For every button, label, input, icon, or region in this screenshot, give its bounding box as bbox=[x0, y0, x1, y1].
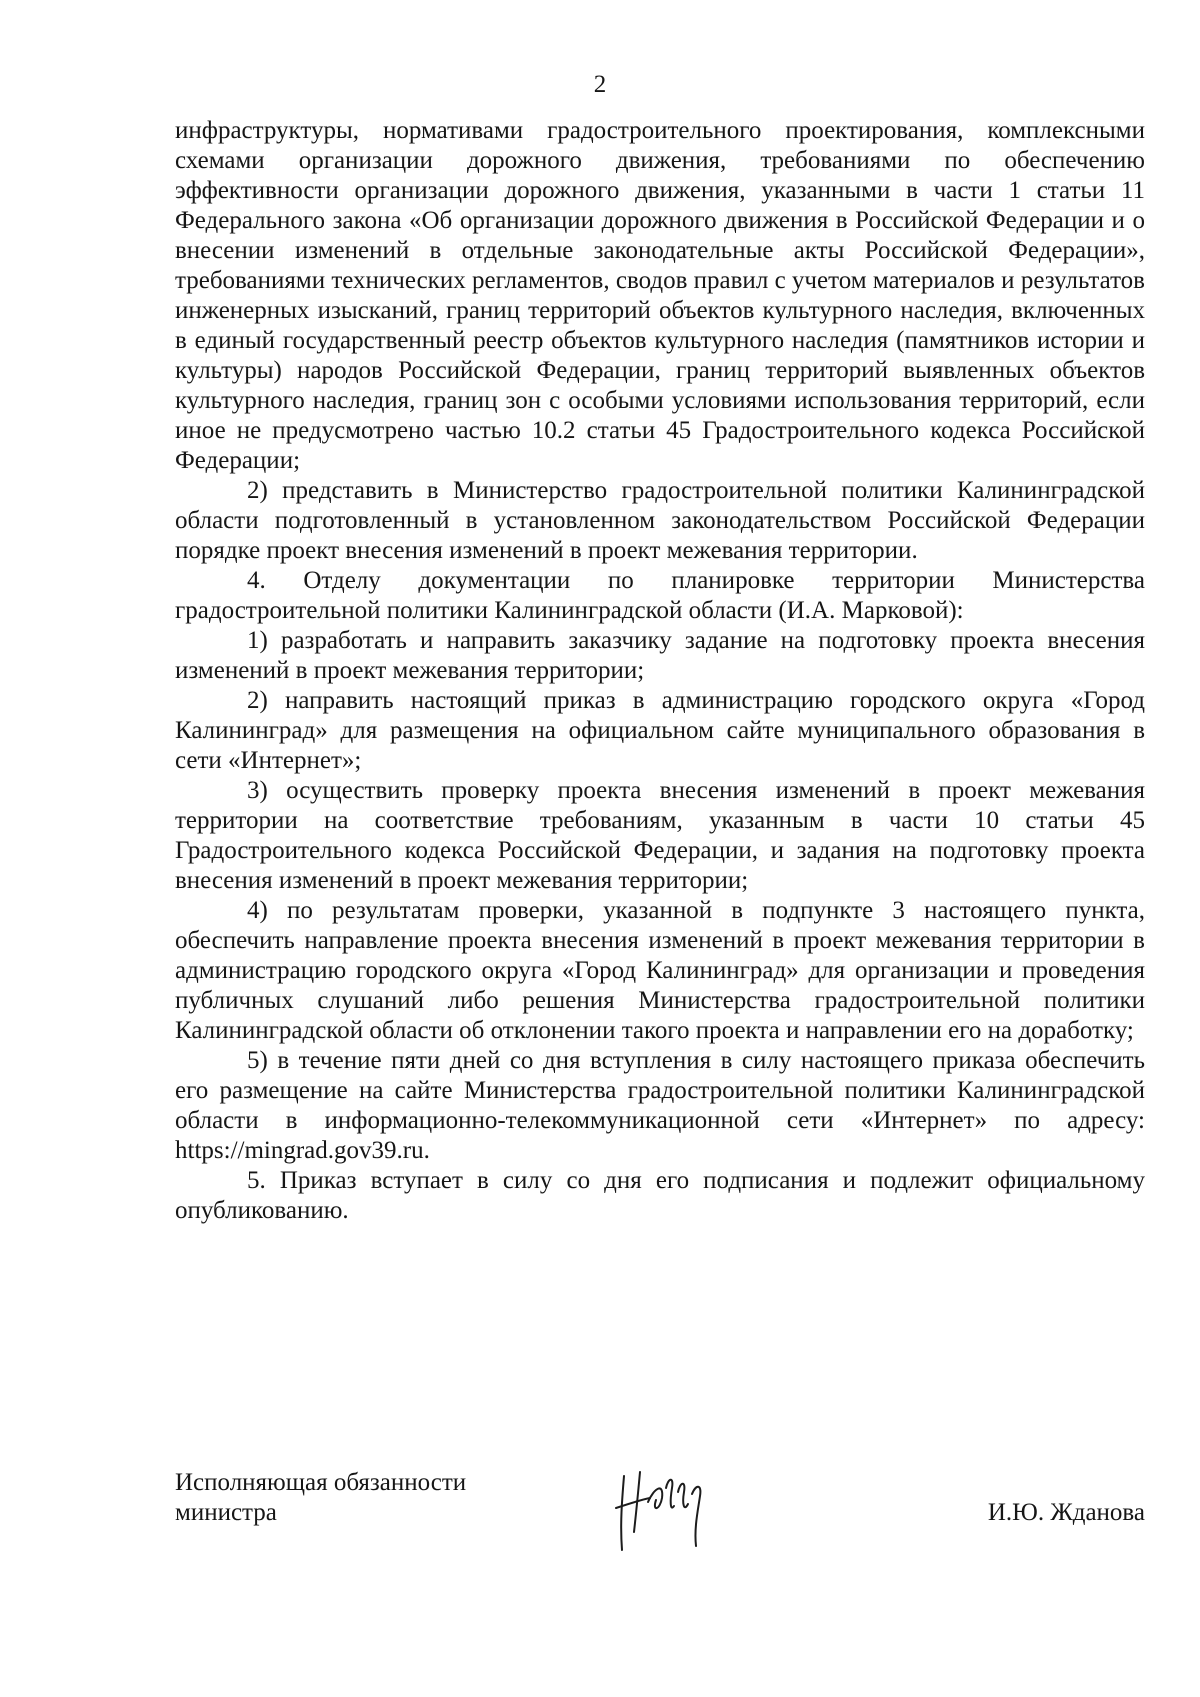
paragraph-item-5: 5. Приказ вступает в силу со дня его подписания и подлежит официальному опубликованию. bbox=[175, 1167, 1145, 1224]
paragraph-subitem-5: 5) в течение пяти дней со дня вступления в силу настоящего приказа обеспечить его размещение на сайте Министерства градостроительной политики Калининградской области в информационно-телекоммуникационной сети «Интернет» по адресу: https://mingrad.gov39.ru. bbox=[175, 1047, 1145, 1164]
paragraph-item-4: 4. Отделу документации по планировке территории Министерства градостроительной политики Калининградской области (И.А. Марковой): bbox=[175, 567, 1145, 624]
page-number: 2 bbox=[593, 71, 607, 98]
document-body bbox=[175, 116, 1145, 1226]
paragraph-submit-project: 2) представить в Министерство градостроительной политики Калининградской области подготовленный в установленном законодательством Российской Федерации порядке проект внесения изменений в проект межевания территории. bbox=[175, 477, 1145, 564]
paragraph-subitem-1: 1) разработать и направить заказчику задание на подготовку проекта внесения изменений в проект межевания территории; bbox=[175, 627, 1145, 684]
paragraph-subitem-4: 4) по результатам проверки, указанной в подпункте 3 настоящего пункта, обеспечить направление проекта внесения изменений в проект межевания территории в администрацию городского округа «Город Калининград» для организации и проведения публичных слушаний либо решения Министерства градостроительной политики Калининградской области об отклонении такого проекта и направлении его на доработку; bbox=[175, 897, 1145, 1044]
paragraph-continuation: инфраструктуры, нормативами градостроительного проектирования, комплексными схемами организации дорожного движения, требованиями по обеспечению эффективности организации дорожного движения, указанными в части 1 статьи 11 Федерального закона «Об организации дорожного движения в Российской Федерации и о внесении изменений в отдельные законодательные акты Российской Федерации», требованиями технических регламентов, сводов правил с учетом материалов и результатов инженерных изысканий, границ территорий объектов культурного наследия, включенных в единый государственный реестр объектов культурного наследия (памятников истории и культуры) народов Российской Федерации, границ территорий выявленных объектов культурного наследия, границ зон с особыми условиями использования территорий, если иное не предусмотрено частью 10.2 статьи 45 Градостроительного кодекса Российской Федерации; bbox=[175, 117, 1145, 474]
signatory-title-line1: Исполняющая обязанности bbox=[175, 1469, 467, 1496]
paragraph-subitem-2: 2) направить настоящий приказ в администрацию городского округа «Город Калининград» для размещения на официальном сайте муниципального образования в сети «Интернет»; bbox=[175, 687, 1145, 774]
paragraph-subitem-3: 3) осуществить проверку проекта внесения изменений в проект межевания территории на соответствие требованиям, указанным в части 10 статьи 45 Градостроительного кодекса Российской Федерации, и задания на подготовку проекта внесения изменений в проект межевания территории; bbox=[175, 777, 1145, 894]
handwritten-signature bbox=[610, 1458, 720, 1558]
signatory-title-line2: министра bbox=[175, 1499, 277, 1526]
signatory-name: И.Ю. Жданова bbox=[987, 1499, 1145, 1526]
signature-block bbox=[175, 1468, 1145, 1548]
